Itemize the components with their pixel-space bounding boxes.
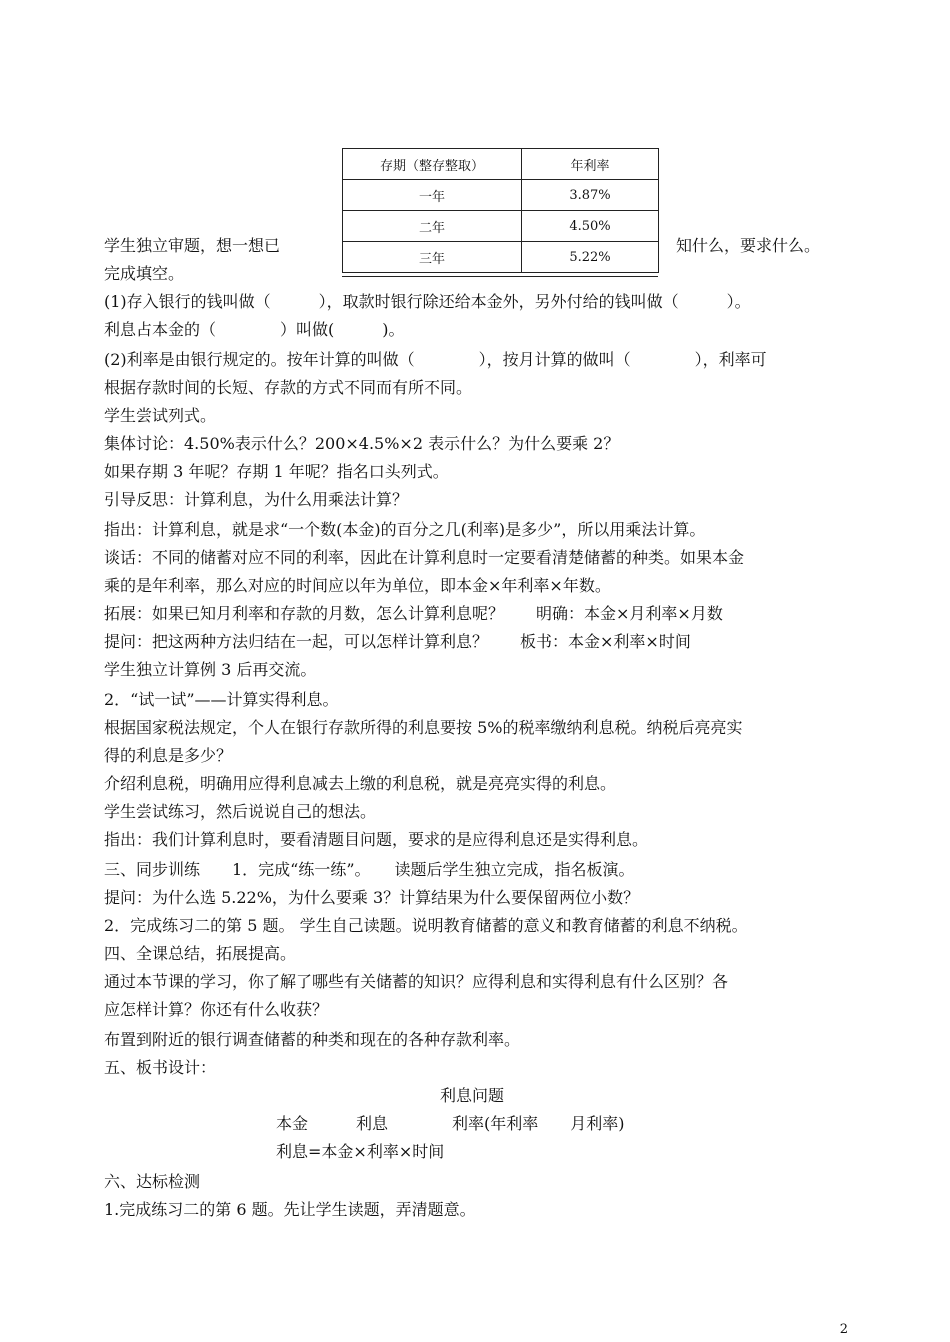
paragraph-line: 学生尝试列式。 xyxy=(104,406,217,425)
paragraph-line: 集体讨论：4.50%表示什么？200×4.5%×2 表示什么？为什么要乘 2？ xyxy=(104,434,620,453)
table-cell: 5.22% xyxy=(522,242,659,273)
table-cell: 3.87% xyxy=(522,180,659,211)
paragraph-line: 根据存款时间的长短、存款的方式不同而有所不同。 xyxy=(104,378,473,397)
table-row xyxy=(343,211,659,242)
paragraph-line: 提问：为什么选 5.22%，为什么要乘 3？计算结果为什么要保留两位小数？ xyxy=(104,888,640,907)
paragraph-line: 1.完成练习二的第 6 题。先让学生读题，弄清题意。 xyxy=(104,1200,476,1219)
paragraph-line: 乘的是年利率，那么对应的时间应以年为单位，即本金×年利率×年数。 xyxy=(104,576,611,595)
paragraph-line: 知什么，要求什么。 xyxy=(676,236,821,255)
paragraph-line: 介绍利息税，明确用应得利息减去上缴的利息税，就是亮亮实得的利息。 xyxy=(104,774,617,793)
page-number: 2 xyxy=(839,1322,848,1337)
paragraph-line: 2．“试一试”——计算实得利息。 xyxy=(104,690,339,709)
paragraph-line: 布置到附近的银行调查储蓄的种类和现在的各种存款利率。 xyxy=(104,1030,521,1049)
paragraph-line: 学生独立审题，想一想已 xyxy=(104,236,281,255)
paragraph-line: 如果存期 3 年呢？存期 1 年呢？指名口头列式。 xyxy=(104,462,449,481)
table-row xyxy=(343,180,659,211)
section-heading: 四、全课总结，拓展提高。 xyxy=(104,944,297,963)
table-row xyxy=(343,242,659,273)
paragraph-line: 拓展：如果已知月利率和存款的月数，怎么计算利息呢？ 明确：本金×月利率×月数 xyxy=(104,604,723,623)
table-header-row xyxy=(343,149,659,180)
table-header-cell: 年利率 xyxy=(522,149,659,180)
paragraph-line: 提问：把这两种方法归结在一起，可以怎样计算利息？ 板书：本金×利率×时间 xyxy=(104,632,691,651)
interest-rate-table xyxy=(342,148,659,273)
board-title: 利息问题 xyxy=(440,1086,505,1105)
paragraph-line: 得的利息是多少？ xyxy=(104,746,233,765)
table-cell: 4.50% xyxy=(522,211,659,242)
table-header-cell: 存期（整存整取） xyxy=(343,149,522,180)
paragraph-line: 学生独立计算例 3 后再交流。 xyxy=(104,660,317,679)
table-bottom-rule xyxy=(342,276,658,277)
table-cell: 三年 xyxy=(343,242,522,273)
paragraph-line: 引导反思：计算利息，为什么用乘法计算？ xyxy=(104,490,409,509)
section-heading: 六、达标检测 xyxy=(104,1172,201,1191)
paragraph-line: 通过本节课的学习，你了解了哪些有关储蓄的知识？应得利息和实得利息有什么区别？各 xyxy=(104,972,729,991)
table-cell: 二年 xyxy=(343,211,522,242)
board-formula: 利息=本金×利率×时间 xyxy=(276,1142,445,1161)
paragraph-line: 应怎样计算？你还有什么收获？ xyxy=(104,1000,329,1019)
table-cell: 一年 xyxy=(343,180,522,211)
paragraph-line: 谈话：不同的储蓄对应不同的利率，因此在计算利息时一定要看清楚储蓄的种类。如果本金 xyxy=(104,548,745,567)
section-heading: 五、板书设计： xyxy=(104,1058,217,1077)
paragraph-line: (1)存入银行的钱叫做（ ），取款时银行除还给本金外，另外付给的钱叫做（ ）。 xyxy=(104,292,751,311)
section-heading: 三、同步训练 1．完成“练一练”。 读题后学生独立完成，指名板演。 xyxy=(104,860,635,879)
paragraph-line: 完成填空。 xyxy=(104,264,185,283)
paragraph-line: (2)利率是由银行规定的。按年计算的叫做（ ），按月计算的做叫（ ），利率可 xyxy=(104,350,767,369)
paragraph-line: 根据国家税法规定，个人在银行存款所得的利息要按 5%的税率缴纳利息税。纳税后亮亮实 xyxy=(104,718,743,737)
paragraph-line: 指出：计算利息，就是求“一个数(本金)的百分之几(利率)是多少”，所以用乘法计算。 xyxy=(104,520,706,539)
paragraph-line: 学生尝试练习，然后说说自己的想法。 xyxy=(104,802,377,821)
paragraph-line: 2．完成练习二的第 5 题。 学生自己读题。说明教育储蓄的意义和教育储蓄的利息不纳税。 xyxy=(104,916,748,935)
paragraph-line: 利息占本金的（ ）叫做( )。 xyxy=(104,320,405,339)
board-terms: 本金 利息 利率(年利率 月利率) xyxy=(276,1114,625,1133)
paragraph-line: 指出：我们计算利息时，要看清题目问题，要求的是应得利息还是实得利息。 xyxy=(104,830,649,849)
